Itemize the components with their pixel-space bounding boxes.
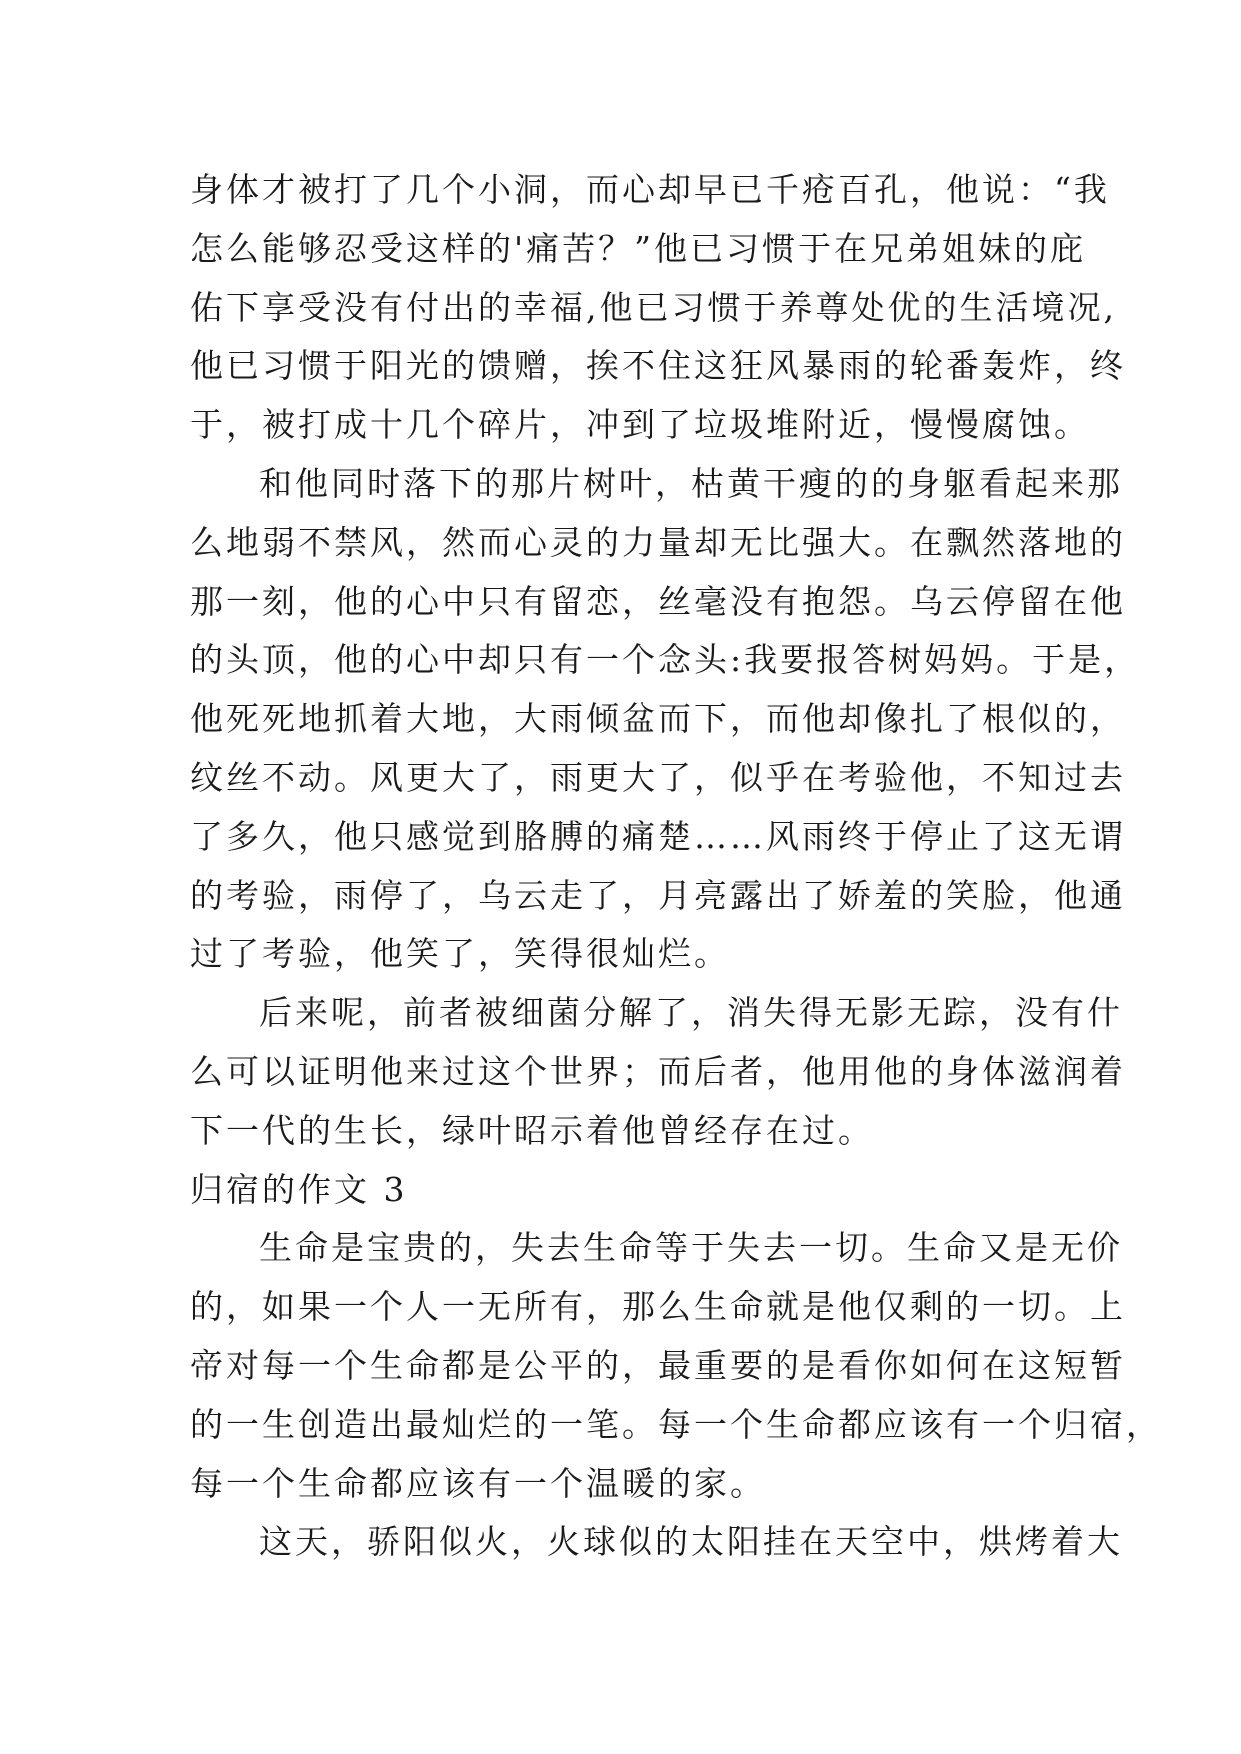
text-line: 的考验，雨停了，乌云走了，月亮露出了娇羞的笑脸，他通 bbox=[190, 875, 1126, 915]
document-body bbox=[190, 161, 1162, 1572]
text-line: 怎么能够忍受这样的'痛苦？”他已习惯于在兄弟姐妹的庇 bbox=[190, 228, 1086, 268]
text-line: 的，如果一个人一无所有，那么生命就是他仅剩的一切。上 bbox=[190, 1287, 1126, 1327]
text-line: 佑下享受没有付出的幸福,他已习惯于养尊处优的生活境况, bbox=[190, 287, 1117, 327]
text-line: 过了考验，他笑了，笑得很灿烂。 bbox=[190, 934, 730, 974]
text-line: 他死死地抓着大地，大雨倾盆而下，而他却像扎了根似的， bbox=[190, 699, 1126, 739]
text-line: 的一生创造出最灿烂的一笔。每一个生命都应该有一个归宿， bbox=[190, 1404, 1162, 1444]
text-line: 他已习惯于阳光的馈赠，挨不住这狂风暴雨的轮番轰炸，终 bbox=[190, 346, 1126, 386]
text-line: 么可以证明他来过这个世界；而后者，他用他的身体滋润着 bbox=[190, 1051, 1126, 1091]
paragraph-first-line: 这天，骄阳似火，火球似的太阳挂在天空中，烘烤着大 bbox=[259, 1522, 1123, 1562]
paragraph-first-line: 生命是宝贵的，失去生命等于失去一切。生命又是无价 bbox=[259, 1228, 1123, 1268]
text-line: 那一刻，他的心中只有留恋，丝毫没有抱怨。乌云停留在他 bbox=[190, 581, 1126, 621]
text-line: 每一个生命都应该有一个温暖的家。 bbox=[190, 1463, 766, 1503]
text-line: 身体才被打了几个小洞，而心却早已千疮百孔，他说：“我 bbox=[190, 170, 1110, 209]
text-line: 于，被打成十几个碎片，冲到了垃圾堆附近，慢慢腐蚀。 bbox=[190, 405, 1090, 445]
section-heading: 归宿的作文 3 bbox=[190, 1169, 408, 1209]
text-line: 帝对每一个生命都是公平的，最重要的是看你如何在这短暂 bbox=[190, 1345, 1126, 1385]
text-line: 了多久，他只感觉到胳膊的痛楚……风雨终于停止了这无谓 bbox=[190, 816, 1126, 856]
text-line: 下一代的生长，绿叶昭示着他曾经存在过。 bbox=[190, 1110, 874, 1150]
text-line: 的头顶，他的心中却只有一个念头:我要报答树妈妈。于是， bbox=[190, 640, 1141, 680]
paragraph-first-line: 后来呢，前者被细菌分解了，消失得无影无踪，没有什 bbox=[259, 993, 1123, 1033]
paragraph-first-line: 和他同时落下的那片树叶，枯黄干瘦的的身躯看起来那 bbox=[259, 463, 1123, 503]
text-line: 么地弱不禁风，然而心灵的力量却无比强大。在飘然落地的 bbox=[190, 522, 1126, 562]
text-line: 纹丝不动。风更大了，雨更大了，似乎在考验他，不知过去 bbox=[190, 757, 1126, 797]
